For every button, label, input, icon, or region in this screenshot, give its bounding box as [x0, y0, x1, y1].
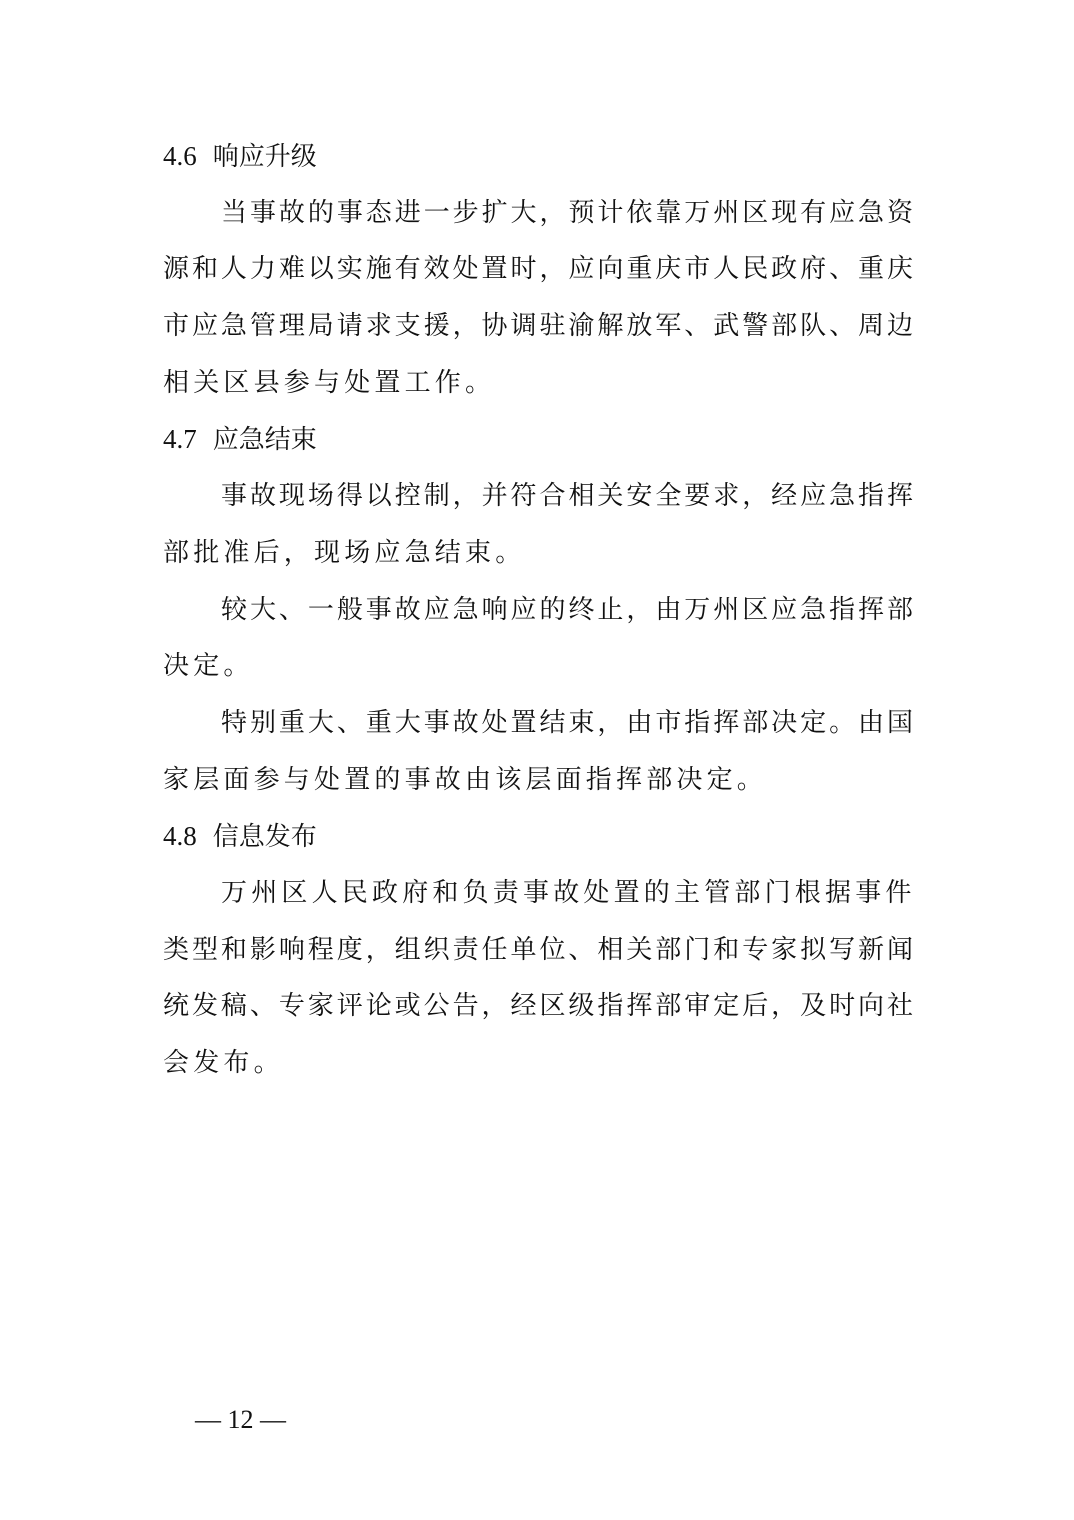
- paragraph-line: 特别重大、重大事故处置结束，由市指挥部决定。由国: [221, 707, 913, 738]
- paragraph-line: 源和人力难以实施有效处置时，应向重庆市人民政府、重庆: [163, 254, 913, 285]
- paragraph-line: 相关区县参与处置工作。: [163, 367, 496, 398]
- section-number: 4.7: [163, 424, 197, 455]
- paragraph-line: 决定。: [163, 651, 254, 682]
- paragraph: [163, 695, 913, 808]
- section-title: 应急结束: [212, 425, 317, 456]
- section-heading-4-8: [163, 808, 913, 865]
- section-title: 信息发布: [212, 822, 317, 853]
- section-number: 4.8: [163, 821, 197, 852]
- paragraph-line: 部批准后，现场应急结束。: [163, 537, 526, 568]
- paragraph-line: 家层面参与处置的事故由该层面指挥部决定。: [163, 764, 768, 795]
- paragraph-line: 类型和影响程度，组织责任单位、相关部门和专家拟写新闻: [163, 934, 913, 965]
- section-title: 响应升级: [212, 142, 317, 172]
- section-number: 4.6: [163, 141, 197, 171]
- paragraph-line: 会发布。: [163, 1048, 284, 1078]
- paragraph-line: 万州区人民政府和负责事故处置的主管部门根据事件: [221, 877, 916, 908]
- paragraph: [163, 185, 913, 412]
- paragraph: [163, 865, 916, 1092]
- section-heading-4-7: [163, 411, 913, 468]
- document-body: [163, 128, 916, 1092]
- paragraph-line: 统发稿、专家评论或公告，经区级指挥部审定后，及时向社: [163, 991, 913, 1022]
- paragraph: [163, 468, 913, 581]
- paragraph-line: 当事故的事态进一步扩大，预计依靠万州区现有应急资: [221, 197, 913, 228]
- page-number: — 12 —: [195, 1405, 286, 1434]
- paragraph: [163, 582, 913, 695]
- paragraph-line: 事故现场得以控制，并符合相关安全要求，经应急指挥: [221, 481, 913, 512]
- paragraph-line: 较大、一般事故应急响应的终止，由万州区应急指挥部: [221, 594, 913, 625]
- section-heading-4-6: [163, 128, 913, 185]
- paragraph-line: 市应急管理局请求支援，协调驻渝解放军、武警部队、周边: [163, 311, 913, 342]
